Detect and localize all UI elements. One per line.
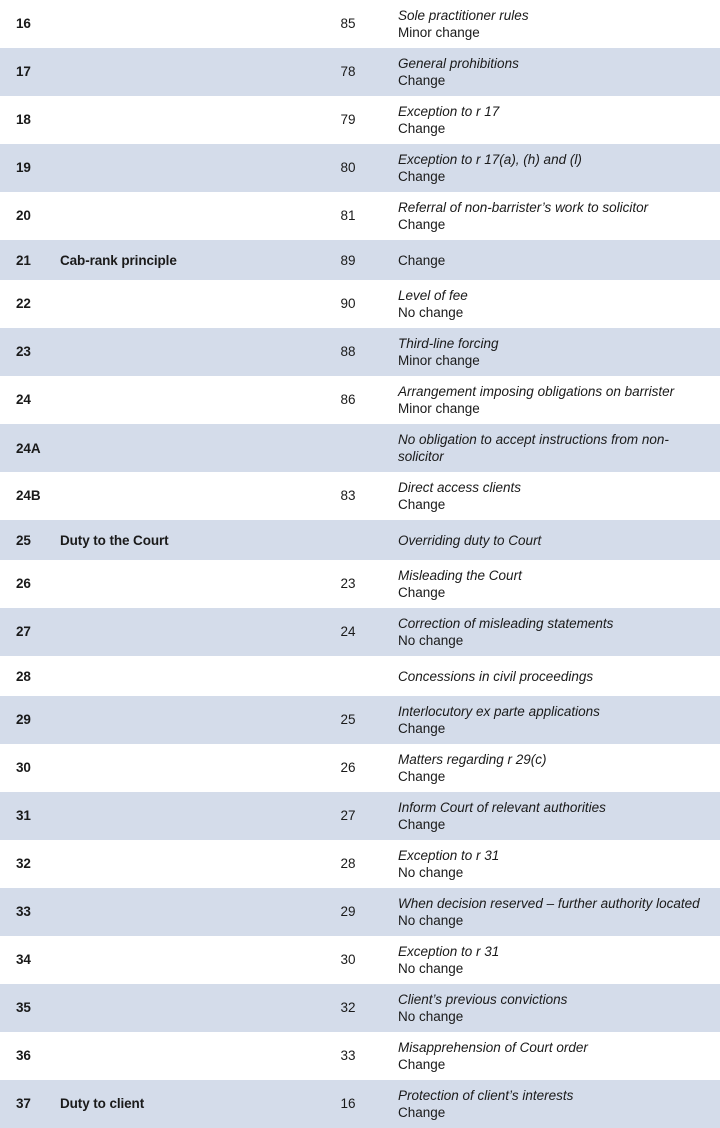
- description-cell: [378, 1039, 720, 1073]
- rule-number-cell: 32: [16, 856, 31, 871]
- description-cell: [378, 532, 720, 549]
- description-cell: [378, 7, 720, 41]
- change-status: No change: [398, 961, 464, 976]
- table-row: [0, 608, 720, 656]
- change-status: Change: [398, 217, 446, 232]
- change-status: Change: [398, 73, 446, 88]
- rule-number-cell: 35: [16, 1000, 31, 1015]
- description-cell: [378, 799, 720, 833]
- change-status: No change: [398, 305, 464, 320]
- page-number-cell: 23: [340, 576, 356, 591]
- description-cell: [378, 991, 720, 1025]
- description-cell: [378, 1087, 720, 1121]
- table-row: [0, 328, 720, 376]
- rule-number-cell: 20: [16, 208, 31, 223]
- description-cell: [378, 287, 720, 321]
- section-heading-cell: [60, 847, 318, 855]
- description-title: Matters regarding r 29(c): [398, 752, 547, 767]
- section-heading-cell: [60, 287, 318, 295]
- section-heading-cell: [60, 335, 318, 343]
- table-row: [0, 144, 720, 192]
- change-status: No change: [398, 633, 464, 648]
- change-status: Change: [398, 169, 446, 184]
- page-number-cell: 80: [340, 160, 356, 175]
- rule-number-cell: 37: [16, 1096, 31, 1111]
- table-row: [0, 792, 720, 840]
- section-heading-cell: [60, 479, 318, 487]
- description-cell: [378, 103, 720, 137]
- change-status: Minor change: [398, 401, 480, 416]
- rule-number-cell: 24B: [16, 488, 41, 503]
- section-heading-cell: [60, 1039, 318, 1047]
- change-status: Change: [398, 769, 446, 784]
- rule-number-cell: 21: [16, 252, 31, 268]
- section-heading-cell: [60, 103, 318, 111]
- description-cell: [378, 847, 720, 881]
- page-number-cell: 81: [340, 208, 356, 223]
- page-number-cell: 83: [340, 488, 356, 503]
- page-number-cell: 85: [340, 16, 356, 31]
- description-title: Exception to r 17: [398, 104, 500, 119]
- rule-number-cell: 29: [16, 712, 31, 727]
- table-row: [0, 1080, 720, 1128]
- rule-number-cell: 22: [16, 296, 31, 311]
- change-status: Change: [398, 121, 446, 136]
- table-row: [0, 240, 720, 280]
- description-title: Interlocutory ex parte applications: [398, 704, 600, 719]
- section-heading-cell: [60, 943, 318, 951]
- rule-number-cell: 31: [16, 808, 31, 823]
- description-cell: [378, 479, 720, 513]
- page-number-cell: 16: [340, 1096, 356, 1111]
- change-status: Change: [398, 252, 446, 268]
- description-cell: [378, 567, 720, 601]
- section-heading-cell: [60, 199, 318, 207]
- rule-number-cell: 27: [16, 624, 31, 639]
- table-row: [0, 1032, 720, 1080]
- table-row: [0, 376, 720, 424]
- description-title: When decision reserved – further authority located: [398, 896, 700, 911]
- table-row: [0, 0, 720, 48]
- rule-number-cell: 25: [16, 532, 31, 548]
- page-number-cell: 27: [340, 808, 356, 823]
- description-title: General prohibitions: [398, 56, 519, 71]
- rule-number-cell: 26: [16, 576, 31, 591]
- page-number-cell: 89: [340, 252, 356, 268]
- description-title: Exception to r 31: [398, 848, 500, 863]
- description-cell: [378, 199, 720, 233]
- description-title: Correction of misleading statements: [398, 616, 614, 631]
- page-number-cell: 78: [340, 64, 356, 79]
- description-cell: [378, 252, 720, 269]
- description-title: Level of fee: [398, 288, 468, 303]
- change-status: No change: [398, 913, 464, 928]
- table-row: [0, 888, 720, 936]
- rule-number-cell: 36: [16, 1048, 31, 1063]
- table-row: [0, 936, 720, 984]
- description-title: Overriding duty to Court: [398, 532, 542, 548]
- table-row: [0, 840, 720, 888]
- change-status: Change: [398, 497, 446, 512]
- section-heading-cell: Duty to the Court: [60, 532, 169, 548]
- rule-number-cell: 23: [16, 344, 31, 359]
- description-title: Misleading the Court: [398, 568, 522, 583]
- page-number-cell: 26: [340, 760, 356, 775]
- page-number-cell: 90: [340, 296, 356, 311]
- description-cell: [378, 703, 720, 737]
- description-title: Inform Court of relevant authorities: [398, 800, 606, 815]
- description-title: Third-line forcing: [398, 336, 499, 351]
- page-number-cell: 28: [340, 856, 356, 871]
- rule-number-cell: 18: [16, 112, 31, 127]
- section-heading-cell: [60, 151, 318, 159]
- table-row: [0, 656, 720, 696]
- table-row: [0, 984, 720, 1032]
- page-number-cell: 32: [340, 1000, 356, 1015]
- rule-number-cell: 16: [16, 16, 31, 31]
- section-heading-cell: [60, 7, 318, 15]
- description-cell: [378, 151, 720, 185]
- section-heading-cell: [60, 751, 318, 759]
- page-number-cell: 86: [340, 392, 356, 407]
- change-status: No change: [398, 865, 464, 880]
- change-status: No change: [398, 1009, 464, 1024]
- description-title: Concessions in civil proceedings: [398, 668, 594, 684]
- description-cell: [378, 895, 720, 929]
- section-heading-cell: [60, 895, 318, 903]
- change-status: Change: [398, 1057, 446, 1072]
- table-row: [0, 560, 720, 608]
- description-cell: [378, 383, 720, 417]
- section-heading-cell: [60, 703, 318, 711]
- description-cell: [378, 751, 720, 785]
- page-number-cell: 33: [340, 1048, 356, 1063]
- description-cell: [378, 615, 720, 649]
- section-heading-cell: Duty to client: [60, 1096, 145, 1111]
- description-title: No obligation to accept instructions from non-solicitor: [398, 432, 669, 464]
- description-cell: [378, 943, 720, 977]
- table-row: [0, 280, 720, 328]
- change-status: Change: [398, 721, 446, 736]
- rule-number-cell: 17: [16, 64, 31, 79]
- page-number-cell: 79: [340, 112, 356, 127]
- change-status: Change: [398, 817, 446, 832]
- table-row: [0, 696, 720, 744]
- change-status: Change: [398, 585, 446, 600]
- rule-number-cell: 33: [16, 904, 31, 919]
- rule-number-cell: 28: [16, 668, 31, 684]
- page-number-cell: 25: [340, 712, 356, 727]
- description-title: Misapprehension of Court order: [398, 1040, 588, 1055]
- change-status: Minor change: [398, 353, 480, 368]
- description-title: Referral of non-barrister’s work to solicitor: [398, 200, 649, 215]
- section-heading-cell: [60, 55, 318, 63]
- description-title: Protection of client’s interests: [398, 1088, 574, 1103]
- description-cell: [378, 431, 720, 465]
- table-row: [0, 472, 720, 520]
- page-number-cell: 88: [340, 344, 356, 359]
- description-title: Arrangement imposing obligations on barrister: [398, 384, 675, 399]
- section-heading-cell: [60, 799, 318, 807]
- table-row: [0, 744, 720, 792]
- description-title: Exception to r 17(a), (h) and (l): [398, 152, 582, 167]
- table-row: [0, 48, 720, 96]
- table-row: [0, 192, 720, 240]
- change-status: Minor change: [398, 25, 480, 40]
- section-heading-cell: [60, 615, 318, 623]
- description-title: Sole practitioner rules: [398, 8, 529, 23]
- description-title: Direct access clients: [398, 480, 522, 495]
- rule-number-cell: 24A: [16, 440, 41, 456]
- description-cell: [378, 55, 720, 89]
- change-status: Change: [398, 1105, 446, 1120]
- rule-number-cell: 19: [16, 160, 31, 175]
- page-number-cell: 24: [340, 624, 356, 639]
- table-row: [0, 424, 720, 472]
- rule-number-cell: 24: [16, 392, 31, 407]
- page-number-cell: 30: [340, 952, 356, 967]
- description-title: Client’s previous convictions: [398, 992, 568, 1007]
- rule-number-cell: 34: [16, 952, 31, 967]
- rule-number-cell: 30: [16, 760, 31, 775]
- description-title: Exception to r 31: [398, 944, 500, 959]
- section-heading-cell: Cab-rank principle: [60, 252, 177, 268]
- section-heading-cell: [60, 383, 318, 391]
- description-cell: [378, 668, 720, 685]
- page-number-cell: 29: [340, 904, 356, 919]
- section-heading-cell: [60, 991, 318, 999]
- section-heading-cell: [60, 567, 318, 575]
- table-row: [0, 520, 720, 560]
- description-cell: [378, 335, 720, 369]
- table-row: [0, 96, 720, 144]
